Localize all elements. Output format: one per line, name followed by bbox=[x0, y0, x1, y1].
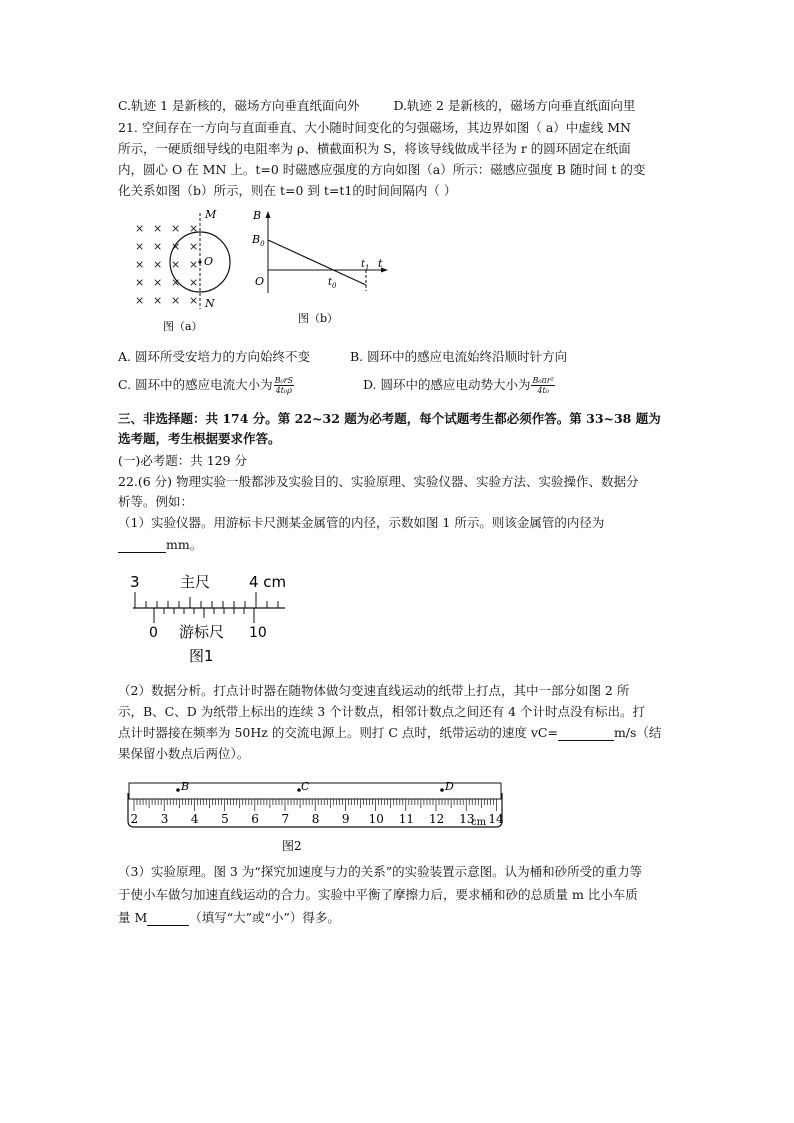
label-origin: O bbox=[255, 275, 265, 288]
q21-stem-line-4: 化关系如图（b）所示，则在 t=0 到 t=t1的时间间隔内（ ） bbox=[118, 183, 457, 198]
q22-part2-line-2: 示，B、C、D 为纸带上标出的连续 3 个计数点，相邻计数点之间还有 4 个计时点没有标出。打 bbox=[118, 704, 646, 719]
answer-blank-diameter[interactable] bbox=[118, 538, 166, 553]
label-b: B bbox=[253, 209, 262, 222]
cross-mark: × bbox=[153, 276, 163, 289]
q21-option-d-fraction: $\frac{\text{B₀πr²}}{\text{4t₀}}$ bbox=[532, 376, 554, 395]
ruler-label: 5 bbox=[221, 812, 229, 826]
ruler-label: 4 bbox=[190, 812, 199, 826]
main-scale-ticks bbox=[135, 592, 278, 608]
q21-stem-line-2: 所示，一硬质细导线的电阻率为 ρ、横截面积为 S，将该导线做成半径为 r 的圆环固定在纸面 bbox=[118, 141, 631, 156]
q21-option-a: A. 圆环所受安培力的方向始终不变 bbox=[118, 349, 310, 364]
ruler-label: 10 bbox=[368, 812, 384, 826]
ruler-ticks bbox=[134, 799, 496, 811]
q21-options-ab bbox=[118, 349, 567, 365]
cross-mark: × bbox=[189, 294, 199, 307]
q22-part2-line-3-unit: m/s（结 bbox=[613, 725, 662, 740]
answer-blank-size[interactable] bbox=[147, 911, 189, 926]
cross-mark: × bbox=[171, 294, 181, 307]
q22-part1-line-1: （1）实验仪器。用游标卡尺测某金属管的内径，示数如图 1 所示。则该金属管的内径为 bbox=[118, 515, 605, 530]
ruler-label: 8 bbox=[311, 812, 320, 826]
cross-mark: × bbox=[135, 240, 145, 253]
caption-fig2: 图2 bbox=[282, 839, 302, 853]
ruler-label: 14 bbox=[488, 812, 504, 826]
cross-mark: × bbox=[171, 222, 181, 235]
q21-option-d: D. 圆环中的感应电动势大小为 bbox=[362, 377, 531, 392]
q21-option-c-fraction: $\frac{\text{B₀rS}}{\text{4t₀ρ}}$ bbox=[274, 376, 293, 395]
label-t1: $t_1$ bbox=[361, 259, 370, 272]
axis-b-arrow bbox=[266, 211, 271, 218]
ruler-label: 3 bbox=[160, 812, 169, 826]
label-n: N bbox=[205, 297, 215, 310]
ruler-label: 7 bbox=[281, 812, 290, 826]
cross-mark: × bbox=[189, 222, 199, 235]
q22-part3-line-3 bbox=[118, 910, 340, 926]
q22-part3-line-1: （3）实验原理。图 3 为“探究加速度与力的关系”的实验装置示意图。认为桶和砂所受的重力等 bbox=[118, 864, 643, 879]
section3-line-2: 选考题，考生根据要求作答。 bbox=[118, 431, 281, 446]
vernier-0: 0 bbox=[149, 625, 158, 641]
required-header: (一)必考题：共 129 分 bbox=[118, 453, 248, 468]
caption-b: 图（b） bbox=[298, 312, 339, 325]
unit-mm: mm。 bbox=[166, 537, 203, 552]
main-scale-4cm: 4 cm bbox=[249, 573, 287, 591]
q22-part3-line-3-hint: （填写“大”或“小”）得多。 bbox=[189, 910, 340, 925]
figure-a-magnetic-field bbox=[125, 205, 245, 335]
ruler-label: 6 bbox=[251, 812, 259, 826]
cross-mark: × bbox=[171, 240, 181, 253]
label-point-b: B bbox=[181, 780, 190, 793]
figure-1-vernier-caliper bbox=[125, 568, 295, 668]
q21-option-b: B. 圆环中的感应电流始终沿顺时针方向 bbox=[349, 349, 568, 364]
vernier-10: 10 bbox=[249, 625, 267, 641]
cross-mark: × bbox=[135, 294, 145, 307]
cross-mark: × bbox=[189, 276, 199, 289]
q22-part3-line-2: 于使小车做匀加速直线运动的合力。实验中平衡了摩擦力后，要求桶和砂的总质量 m 比小车质 bbox=[118, 887, 638, 902]
main-scale-label: 主尺 bbox=[180, 573, 211, 591]
main-scale-3: 3 bbox=[130, 573, 140, 591]
q22-part1-line-2 bbox=[118, 537, 202, 553]
point-b bbox=[176, 788, 180, 792]
figure-2-tape-ruler bbox=[124, 777, 508, 855]
cross-mark: × bbox=[189, 258, 199, 271]
section3-line-1: 三、非选择题：共 174 分。第 22~32 题为必考题，每个试题考生都必须作答。第 33~38 题为 bbox=[118, 411, 661, 426]
label-o: O bbox=[204, 255, 214, 268]
q22-part3-line-3-text: 量 M bbox=[118, 910, 148, 925]
q21-stem-line-3: 内，圆心 O 在 MN 上。t=0 时磁感应强度的方向如图（a）所示：磁感应强度 B 随时间 t 的变 bbox=[118, 162, 646, 177]
caption-a: 图（a） bbox=[163, 320, 203, 333]
cross-mark: × bbox=[153, 258, 163, 271]
q21-stem-line-1: 21. 空间存在一方向与直面垂直、大小随时间变化的匀强磁场，其边界如图（ a）中虚线 MN bbox=[118, 120, 631, 135]
q22-part2-line-3 bbox=[118, 725, 661, 741]
cross-mark: × bbox=[135, 276, 145, 289]
q22-part2-line-4: 果保留小数点后两位）。 bbox=[118, 746, 250, 761]
answer-blank-velocity[interactable] bbox=[558, 726, 614, 741]
q20-option-d: D.轨迹 2 是新核的，磁场方向垂直纸面向里 bbox=[393, 98, 636, 113]
cross-mark: × bbox=[135, 222, 145, 235]
ruler-label: 9 bbox=[341, 812, 350, 826]
ruler-number-labels bbox=[131, 812, 505, 826]
q22-part2-line-1: （2）数据分析。打点计时器在随物体做匀变速直线运动的纸带上打点，其中一部分如图 2 所 bbox=[118, 683, 630, 698]
cross-mark: × bbox=[171, 258, 181, 271]
label-b0: $B_0$ bbox=[252, 233, 265, 248]
ruler-label: 11 bbox=[398, 812, 415, 826]
point-d bbox=[440, 788, 444, 792]
q20-options-row bbox=[118, 98, 635, 114]
label-t: t bbox=[378, 257, 383, 270]
q22-intro-line-2: 析等。例如： bbox=[118, 494, 194, 509]
q21-options-cd bbox=[118, 376, 556, 395]
cross-mark: × bbox=[153, 294, 163, 307]
label-point-c: C bbox=[301, 780, 310, 793]
cross-mark: × bbox=[135, 258, 145, 271]
ruler-label: 13 bbox=[459, 812, 475, 826]
cross-mark: × bbox=[153, 240, 163, 253]
label-m: M bbox=[205, 208, 217, 221]
ruler-unit-cm: cm bbox=[471, 817, 487, 828]
q22-part2-line-3-text: 点计时器接在频率为 50Hz 的交流电源上。则打 C 点时，纸带运动的速度 vC= bbox=[118, 725, 558, 740]
vernier-scale-ticks bbox=[154, 608, 254, 623]
q22-intro-line-1: 22.(6 分) 物理实验一般都涉及实验目的、实验原理、实验仪器、实验方法、实验操作、数据分 bbox=[118, 474, 639, 489]
cross-mark: × bbox=[189, 240, 199, 253]
vernier-label: 游标尺 bbox=[179, 623, 225, 641]
q21-option-c: C. 圆环中的感应电流大小为 bbox=[118, 377, 273, 392]
ruler-label: 12 bbox=[429, 812, 445, 826]
ruler-label: 2 bbox=[130, 812, 139, 826]
q20-option-c: C.轨迹 1 是新核的，磁场方向垂直纸面向外 bbox=[118, 98, 360, 113]
cross-mark: × bbox=[171, 276, 181, 289]
center-o bbox=[198, 260, 201, 263]
cross-mark: × bbox=[153, 222, 163, 235]
b-t-line bbox=[268, 240, 366, 285]
figure-b-b-t-graph bbox=[248, 205, 398, 330]
label-t0: $t_0$ bbox=[328, 277, 337, 290]
label-point-d: D bbox=[445, 780, 454, 793]
caption-fig1: 图1 bbox=[189, 647, 214, 665]
